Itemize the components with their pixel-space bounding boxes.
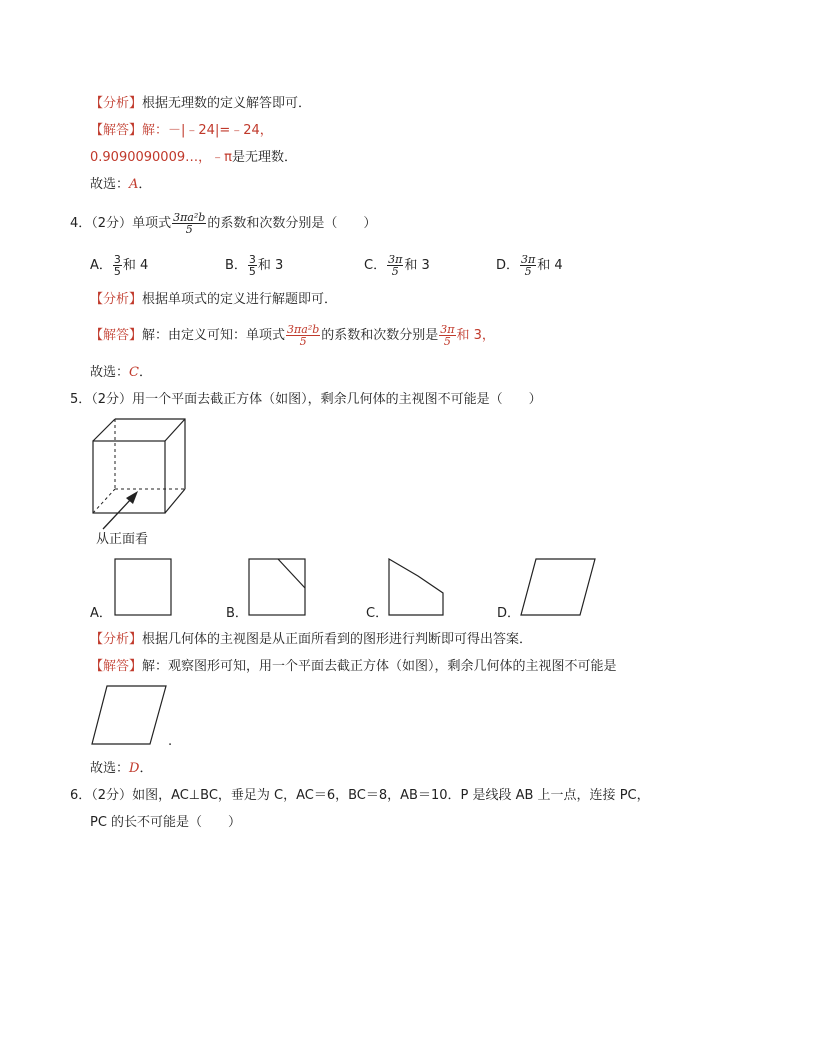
stem-after: 的系数和次数分别是（ ） bbox=[207, 216, 377, 231]
q5-answer-parallelogram bbox=[90, 684, 173, 749]
stem-line1: 如图，AC⊥BC，垂足为 C，AC＝6，BC＝8，AB＝10．P 是线段 AB 上一点，连接 PC， bbox=[132, 788, 650, 803]
fraction-denominator: 5 bbox=[248, 265, 256, 278]
q5-option-d-parallelogram[interactable] bbox=[520, 558, 600, 618]
choose-end: ． bbox=[138, 177, 152, 192]
answer-mid: 的系数和次数分别是 bbox=[321, 328, 439, 343]
option-fraction bbox=[248, 254, 257, 277]
choose-end: ． bbox=[138, 365, 152, 380]
question-number: 6． bbox=[70, 788, 92, 803]
fraction-denominator: 5 bbox=[443, 335, 451, 348]
analysis-text: 根据单项式的定义进行解题即可． bbox=[142, 292, 338, 307]
fraction-numerator: 3πa²b bbox=[287, 323, 320, 336]
option-tail: 和 3 bbox=[404, 258, 430, 273]
answer-end: 和 3， bbox=[456, 328, 495, 343]
cube-edge bbox=[93, 419, 115, 441]
q3-analysis bbox=[90, 96, 311, 112]
option-letter: A． bbox=[90, 258, 112, 273]
choose-letter: D bbox=[129, 761, 140, 776]
cube-edge bbox=[165, 419, 185, 441]
q5-choose bbox=[90, 761, 152, 777]
monomial-fraction bbox=[172, 212, 206, 235]
answer-tag: 【解答】 bbox=[90, 123, 143, 138]
q4-stem bbox=[70, 210, 376, 238]
option-tail: 和 4 bbox=[537, 258, 563, 273]
q5-option-d-letter[interactable]: D． bbox=[497, 606, 521, 621]
choose-letter: A bbox=[129, 177, 139, 192]
q4-choose bbox=[90, 365, 152, 381]
analysis-tag: 【分析】 bbox=[90, 292, 143, 307]
q5-answer bbox=[90, 659, 617, 675]
option-fraction bbox=[113, 254, 122, 277]
fraction-numerator: 3π bbox=[388, 253, 403, 266]
fraction-numerator: 3π bbox=[440, 323, 455, 336]
choose-end: ． bbox=[139, 761, 153, 776]
q6-stem-line1 bbox=[70, 788, 650, 804]
q4-option-b[interactable] bbox=[225, 252, 283, 280]
option-tail: 和 4 bbox=[122, 258, 149, 273]
monomial-denominator: 5 bbox=[185, 223, 193, 236]
fraction-denominator: 5 bbox=[391, 265, 399, 278]
q3-answer bbox=[90, 123, 273, 139]
choose-prefix: 故选： bbox=[90, 365, 130, 380]
irrational-tail: 是无理数． bbox=[231, 150, 297, 165]
fraction-numerator: 3 bbox=[113, 253, 121, 266]
fraction-denominator: 5 bbox=[299, 335, 307, 348]
answer-before: 解：由定义可知：单项式 bbox=[142, 328, 286, 343]
answer-coefficient-fraction bbox=[439, 324, 455, 347]
q4-answer bbox=[90, 322, 495, 350]
cube-back-edges bbox=[115, 419, 185, 489]
monomial-numerator: 3πa²b bbox=[173, 211, 206, 224]
q3-choose bbox=[90, 177, 151, 193]
q5-option-c-trapezoid[interactable] bbox=[388, 558, 448, 618]
choose-prefix: 故选： bbox=[90, 177, 130, 192]
fraction-denominator: 5 bbox=[524, 265, 532, 278]
question-number: 5． bbox=[70, 392, 92, 407]
question-number: 4． bbox=[70, 216, 92, 231]
q3-irrational-line bbox=[90, 150, 297, 166]
stem-text: 用一个平面去截正方体（如图），剩余几何体的主视图不可能是（ ） bbox=[132, 392, 542, 407]
q5-option-c-letter[interactable]: C． bbox=[366, 606, 389, 621]
irrational-numbers: 0.9090090009…，﹣π bbox=[90, 150, 232, 165]
q5-analysis bbox=[90, 632, 532, 648]
q4-option-d[interactable] bbox=[496, 252, 563, 280]
fraction-numerator: 3π bbox=[521, 253, 536, 266]
analysis-text: 根据几何体的主视图是从正面所看到的图形进行判断即可得出答案． bbox=[142, 632, 533, 647]
answer-tag: 【解答】 bbox=[90, 659, 143, 674]
fraction-denominator: 5 bbox=[113, 265, 121, 278]
analysis-tag: 【分析】 bbox=[90, 96, 143, 111]
q5-stem bbox=[70, 392, 542, 408]
stem-before: 单项式 bbox=[132, 216, 172, 231]
answer-text: 解：观察图形可知，用一个平面去截正方体（如图），剩余几何体的主视图不可能是 bbox=[142, 659, 617, 674]
cube-edge bbox=[165, 489, 185, 513]
question-points: （2分） bbox=[91, 788, 133, 803]
choose-letter: C bbox=[129, 365, 139, 380]
option-fraction bbox=[520, 254, 536, 277]
q5-option-b-letter[interactable]: B． bbox=[226, 606, 248, 621]
analysis-tag: 【分析】 bbox=[90, 632, 143, 647]
view-direction-label: 从正面看 bbox=[96, 532, 149, 547]
question-points: （2分） bbox=[91, 392, 133, 407]
option-fraction bbox=[387, 254, 403, 277]
option-letter: D． bbox=[496, 258, 520, 273]
question-points: （2分） bbox=[91, 216, 133, 231]
q5-answer-period: . bbox=[168, 734, 173, 749]
option-tail: 和 3 bbox=[257, 258, 284, 273]
q4-option-a[interactable] bbox=[90, 252, 148, 280]
option-letter: B． bbox=[225, 258, 247, 273]
answer-tag: 【解答】 bbox=[90, 328, 143, 343]
answer-monomial-fraction bbox=[286, 324, 320, 347]
answer-text: 解：－|﹣24|=﹣24， bbox=[142, 123, 273, 138]
cube-hidden-edge bbox=[93, 489, 115, 513]
q4-option-c[interactable] bbox=[364, 252, 430, 280]
q5-option-a-square[interactable] bbox=[114, 558, 174, 618]
cube-figure bbox=[88, 416, 192, 536]
q4-analysis bbox=[90, 292, 337, 308]
option-letter: C． bbox=[364, 258, 387, 273]
q6-stem-line2: PC 的长不可能是（ ） bbox=[90, 815, 242, 830]
choose-prefix: 故选： bbox=[90, 761, 130, 776]
analysis-text: 根据无理数的定义解答即可． bbox=[142, 96, 312, 111]
fraction-numerator: 3 bbox=[248, 253, 256, 266]
cube-front-face bbox=[93, 441, 165, 513]
q5-option-a-letter[interactable]: A． bbox=[90, 606, 112, 621]
q5-option-b-cut-square[interactable] bbox=[248, 558, 308, 618]
